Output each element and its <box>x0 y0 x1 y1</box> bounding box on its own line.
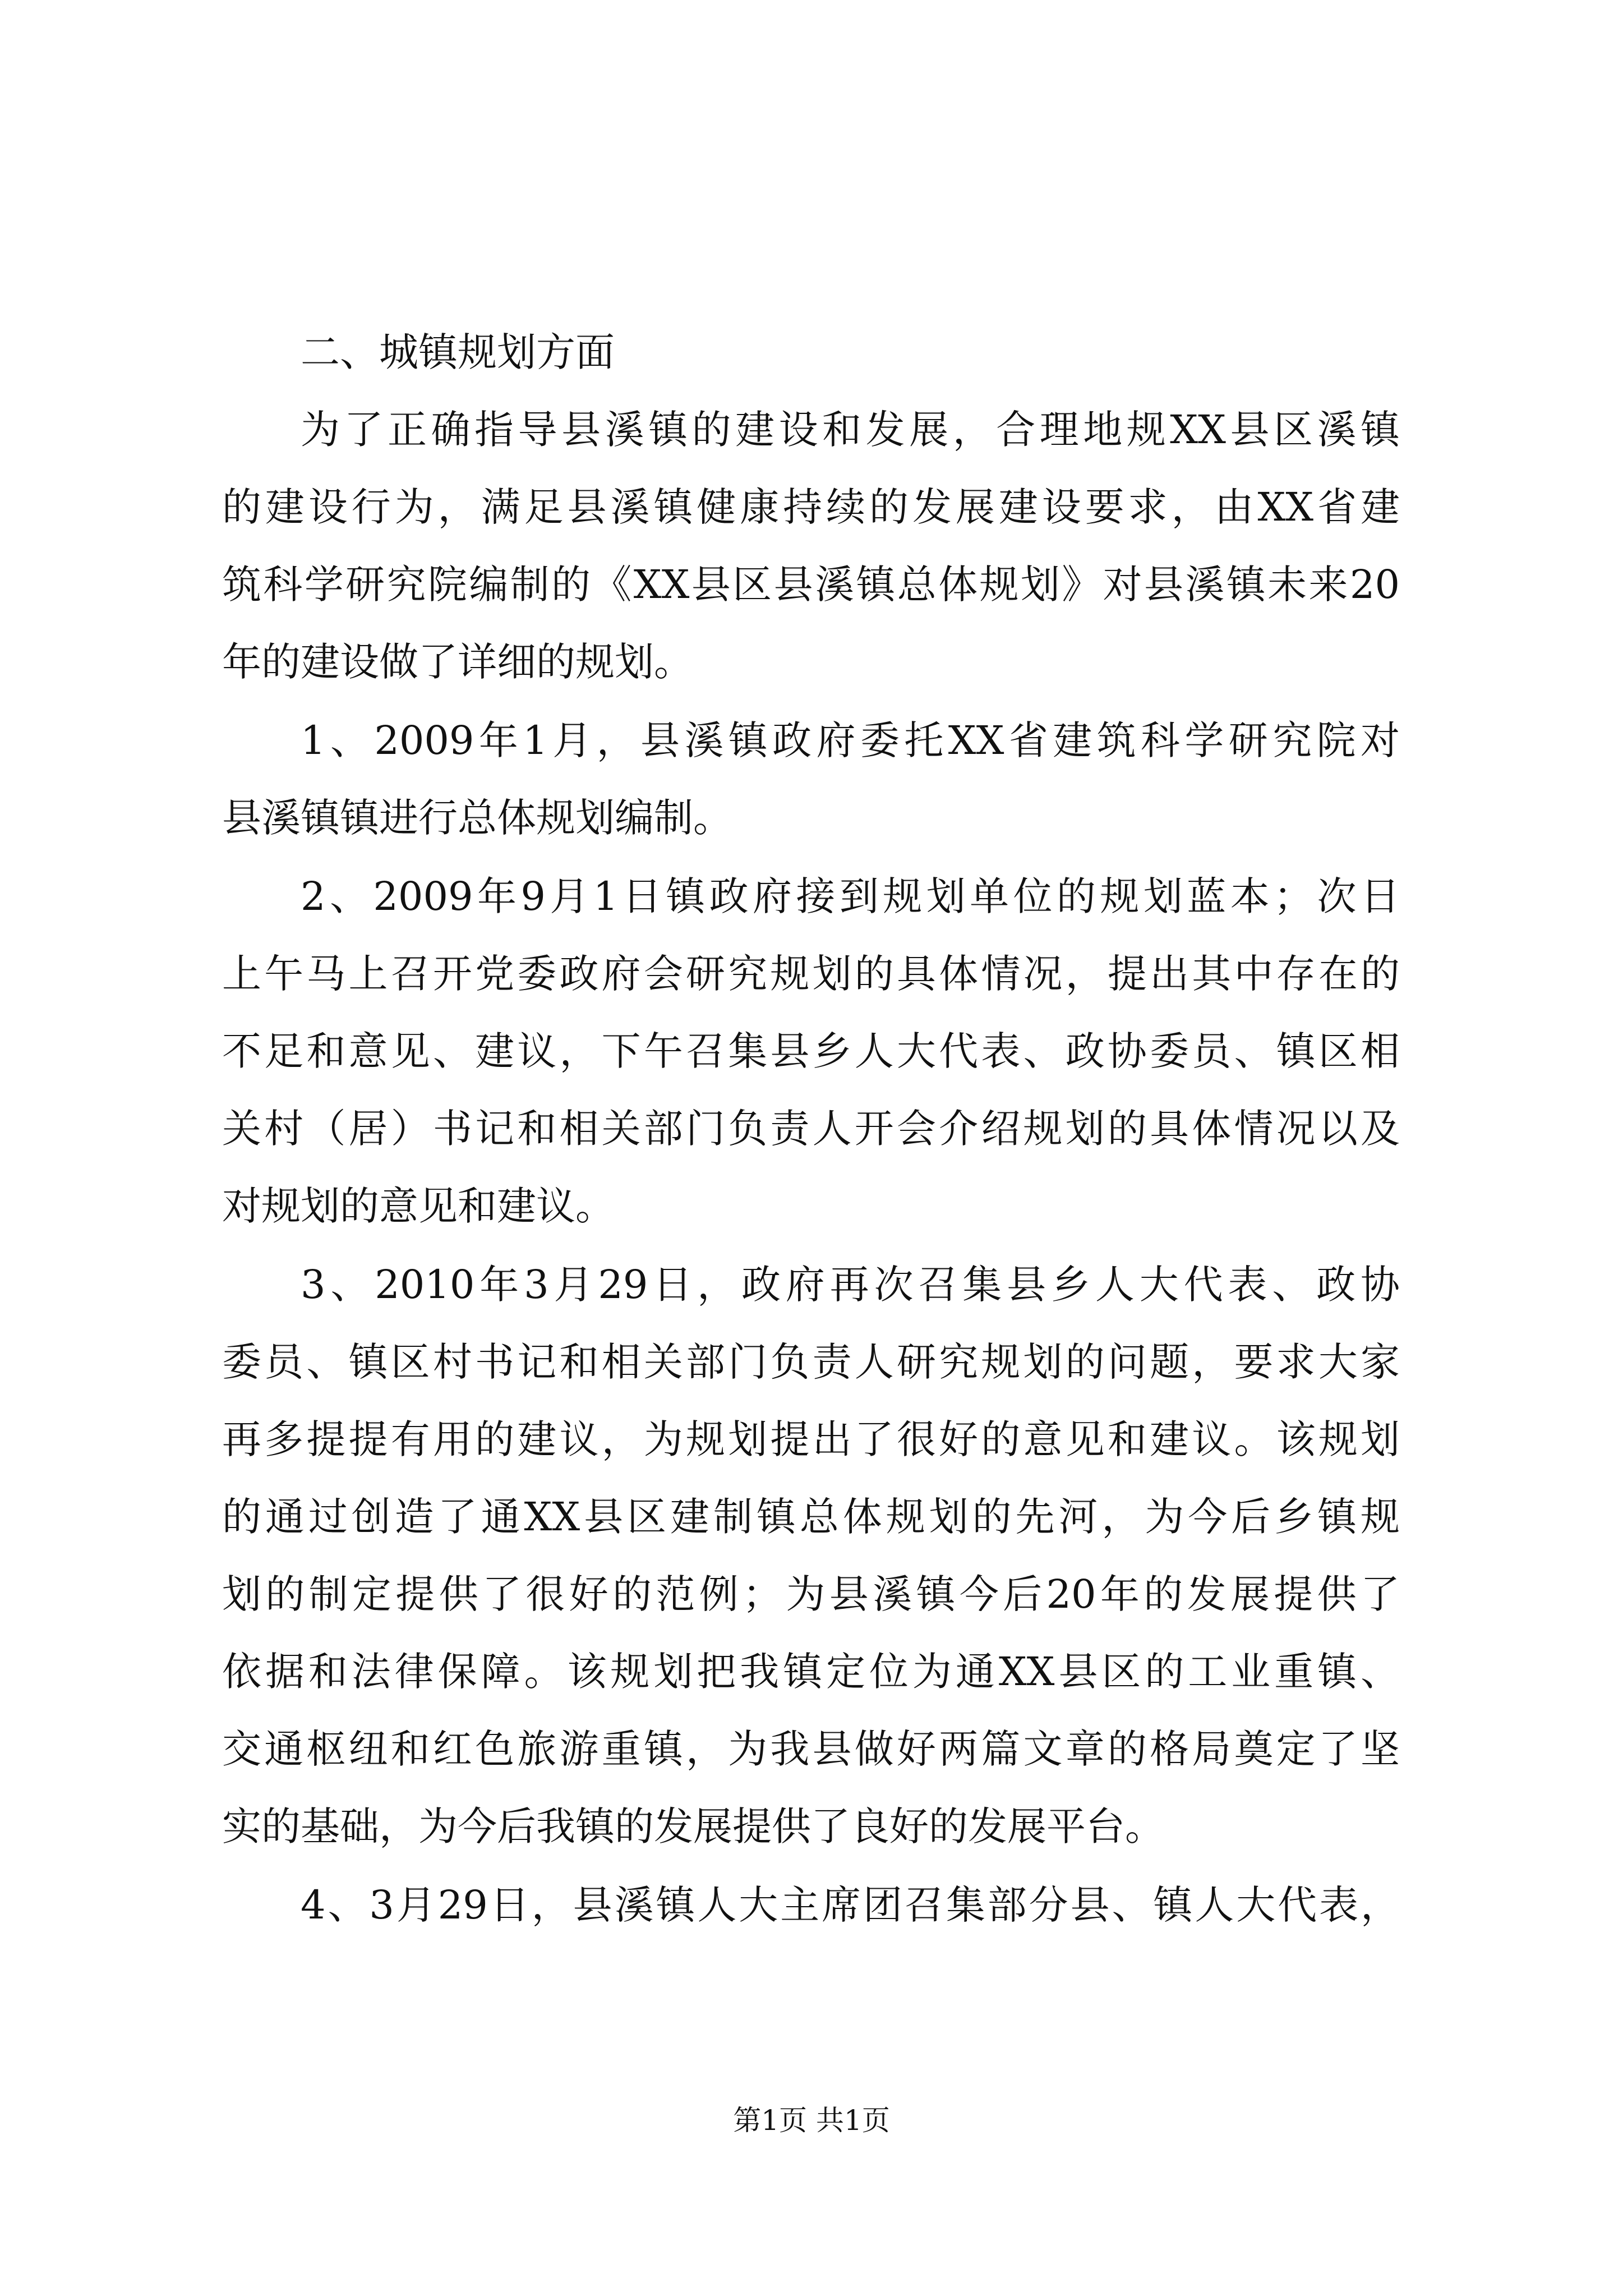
paragraph-line: 对规划的意见和建议。 <box>222 1183 615 1229</box>
paragraph-line: 依据和法律保障。该规划把我镇定位为通XX县区的工业重镇、 <box>222 1649 1400 1695</box>
paragraph-line: 筑科学研究院编制的《XX县区县溪镇总体规划》对县溪镇未来20 <box>222 562 1400 608</box>
paragraph-line: 2、2009年9月1日镇政府接到规划单位的规划蓝本；次日 <box>301 873 1400 919</box>
paragraph-line: 上午马上召开党委政府会研究规划的具体情况，提出其中存在的 <box>222 951 1400 997</box>
paragraph-line: 为了正确指导县溪镇的建设和发展，合理地规XX县区溪镇 <box>301 407 1400 453</box>
paragraph-line: 4、3月29日，县溪镇人大主席团召集部分县、镇人大代表， <box>301 1882 1400 1928</box>
paragraph-line: 年的建设做了详细的规划。 <box>222 639 693 685</box>
paragraph-line: 的通过创造了通XX县区建制镇总体规划的先河，为今后乡镇规 <box>222 1494 1400 1540</box>
paragraph-line: 1、2009年1月，县溪镇政府委托XX省建筑科学研究院对 <box>301 717 1400 763</box>
paragraph-line: 县溪镇镇进行总体规划编制。 <box>222 795 732 841</box>
paragraph-line: 交通枢纽和红色旅游重镇，为我县做好两篇文章的格局奠定了坚 <box>222 1726 1400 1772</box>
paragraph-line: 实的基础，为今后我镇的发展提供了良好的发展平台。 <box>222 1803 1164 1849</box>
paragraph-line: 划的制定提供了很好的范例；为县溪镇今后20年的发展提供了 <box>222 1571 1400 1617</box>
paragraph-line: 3、2010年3月29日，政府再次召集县乡人大代表、政协 <box>301 1262 1400 1308</box>
paragraph-line: 关村（居）书记和相关部门负责人开会介绍规划的具体情况以及 <box>222 1106 1400 1152</box>
paragraph-line: 委员、镇区村书记和相关部门负责人研究规划的问题，要求大家 <box>222 1339 1400 1385</box>
paragraph-line: 不足和意见、建议，下午召集县乡人大代表、政协委员、镇区相 <box>222 1028 1400 1074</box>
paragraph-line: 的建设行为，满足县溪镇健康持续的发展建设要求，由XX省建 <box>222 484 1400 530</box>
page-footer: 第1页 共1页 <box>733 2104 890 2137</box>
paragraph-line: 再多提提有用的建议，为规划提出了很好的意见和建议。该规划 <box>222 1416 1400 1462</box>
section-heading: 二、城镇规划方面 <box>301 329 615 375</box>
